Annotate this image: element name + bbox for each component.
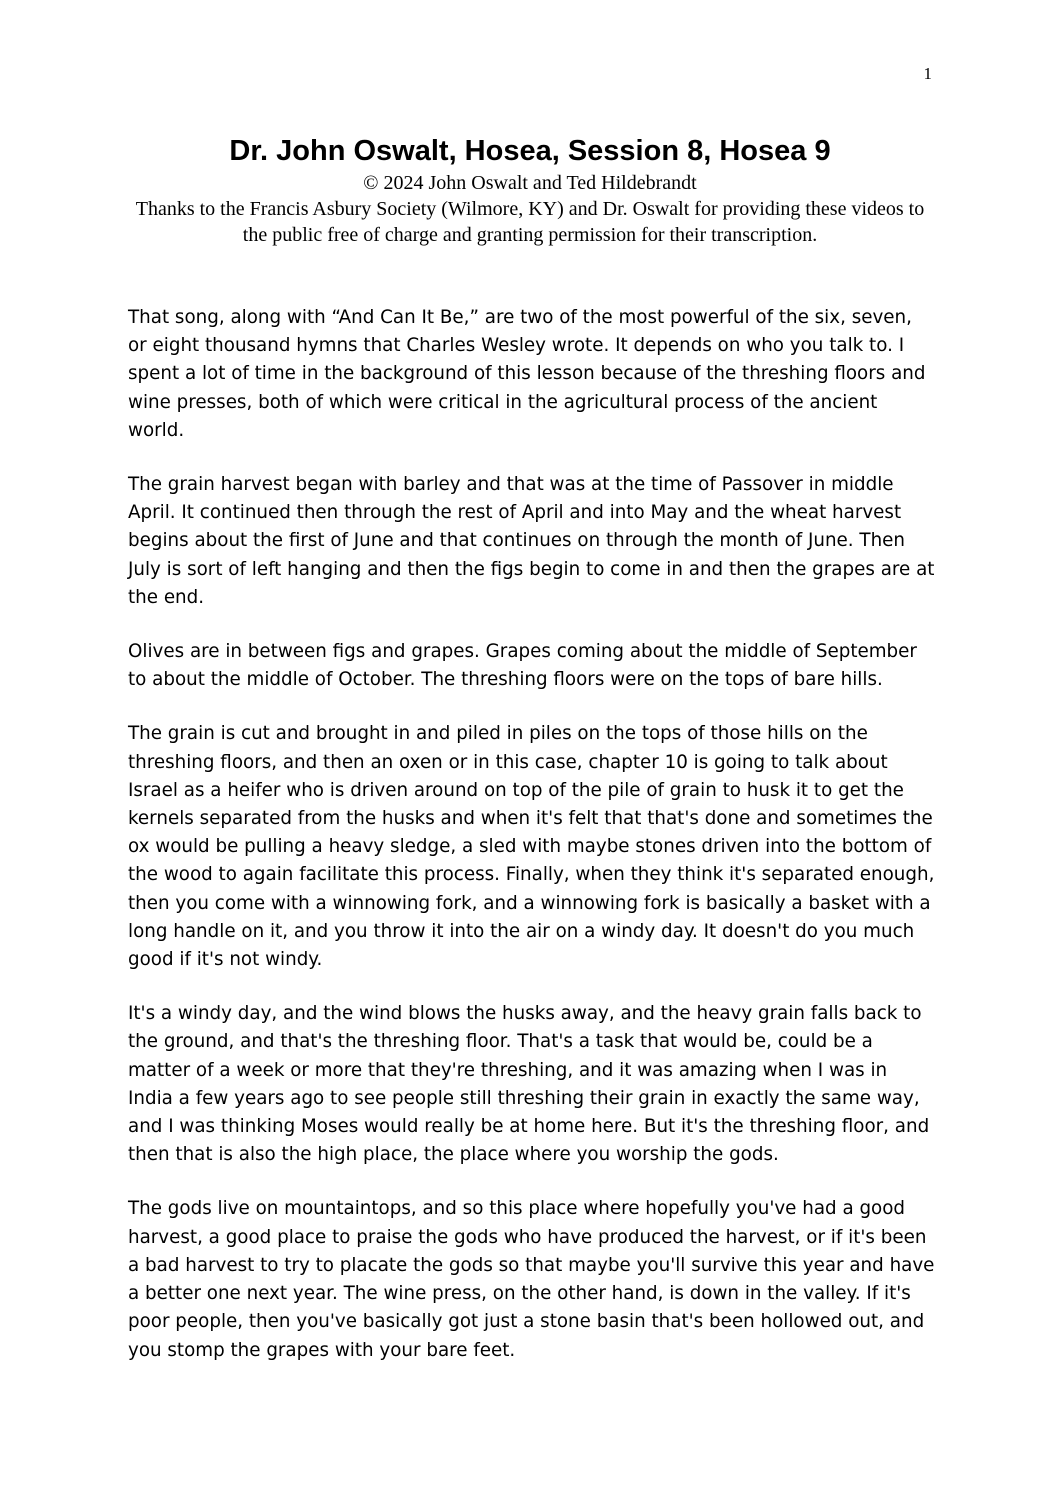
document-title: Dr. John Oswalt, Hosea, Session 8, Hosea 9 [229,135,831,167]
paragraph: Olives are in between figs and grapes. Grapes coming about the middle of September to about the middle of October. The threshing floors were on the tops of bare hills. [128,641,917,691]
paragraph: It's a windy day, and the wind blows the husks away, and the heavy grain falls back to the ground, and that's the threshing floor. That's a task that would be, could be a matter of a week or more that they're threshing, and it was amazing when I was in India a few years ago to see people still threshing their grain in exactly the same way, and I was thinking Moses would really be at home here. But it's the threshing floor, and then that is also the high place, the place where you worship the gods. [128,1003,930,1166]
document-body [128,304,936,1391]
page-number: 1 [923,64,932,83]
paragraph: The grain harvest began with barley and that was at the time of Passover in middle April. It continued then through the rest of April and into May and the wheat harvest begins about the first of June and that continues on through the month of June. Then July is sort of left hanging and then the figs begin to come in and then the grapes are at the end. [128,474,935,608]
paragraph: That song, along with “And Can It Be,” are two of the most powerful of the six, seven, or eight thousand hymns that Charles Wesley wrote. It depends on who you talk to. I spent a lot of time in the background of this lesson because of the threshing floors and wine presses, both of which were critical in the agricultural process of the ancient world. [128,307,926,441]
paragraph: The grain is cut and brought in and piled in piles on the tops of those hills on the threshing floors, and then an oxen or in this case, chapter 10 is going to talk about Israel as a heifer who is driven around on top of the pile of grain to husk it to get the kernels separated from the husks and when it's felt that that's done and sometimes the ox would be pulling a heavy sledge, a sled with maybe stones driven into the bottom of the wood to again facilitate this process. Finally, when they think it's separated enough, then you come with a winnowing fork, and a winnowing fork is basically a basket with a long handle on it, and you throw it into the air on a windy day. It doesn't do you much good if it's not windy. [128,723,935,971]
document-header [120,132,940,248]
acknowledgement: Thanks to the Francis Asbury Society (Wilmore, KY) and Dr. Oswalt for providing these videos to the public free of charge and granting permission for their transcription. [135,198,925,246]
copyright-line: © 2024 John Oswalt and Ted Hildebrandt [363,172,697,194]
paragraph: The gods live on mountaintops, and so this place where hopefully you've had a good harvest, a good place to praise the gods who have produced the harvest, or if it's been a bad harvest to try to placate the gods so that maybe you'll survive this year and have a better one next year. The wine press, on the other hand, is down in the valley. If it's poor people, then you've basically got just a stone basin that's been hollowed out, and you stomp the grapes with your bare feet. [128,1198,935,1361]
